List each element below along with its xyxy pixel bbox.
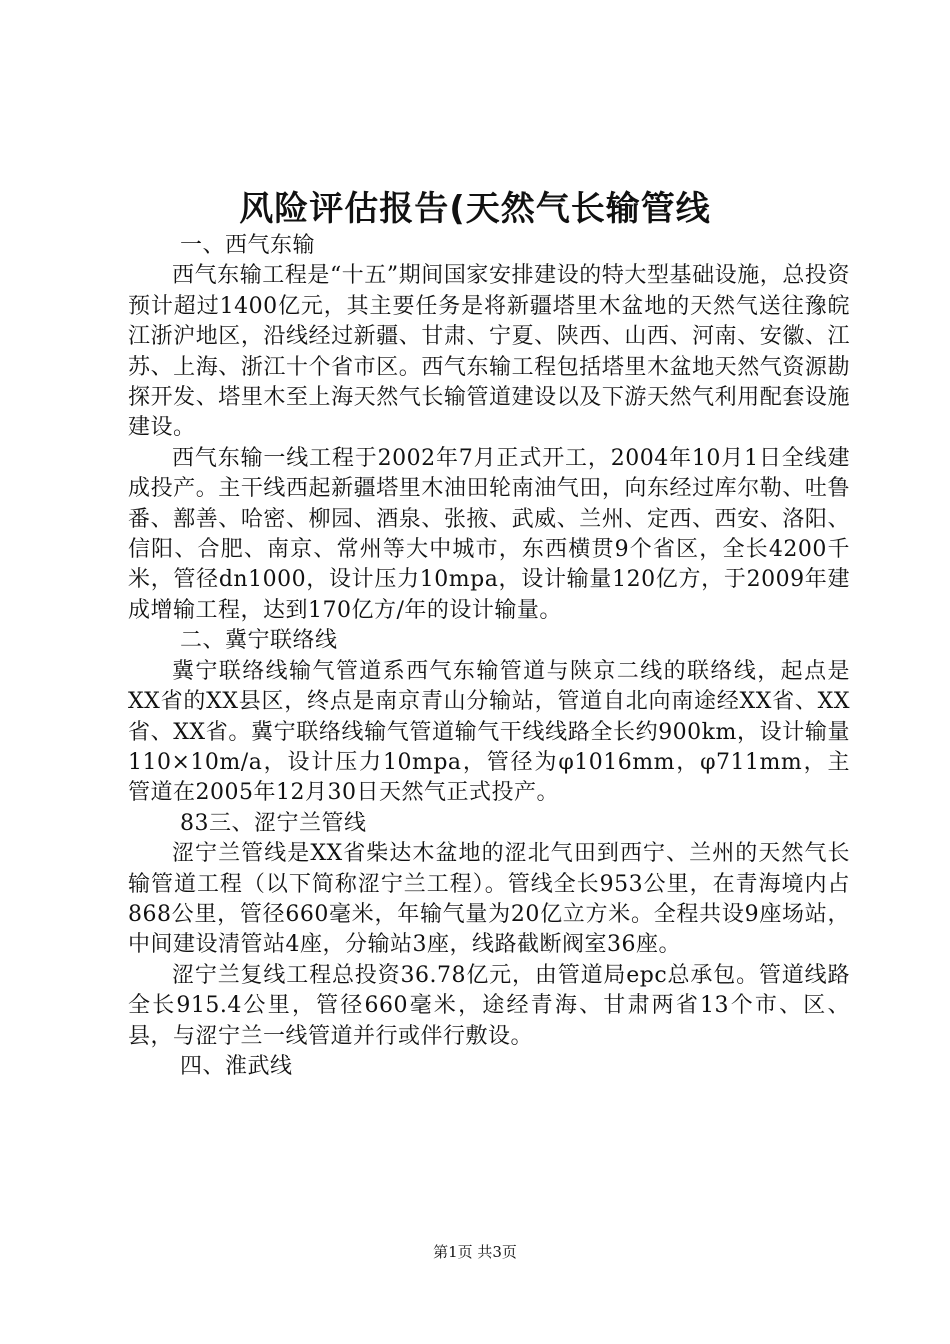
section-heading-1: 一、西气东输 — [180, 233, 316, 258]
section-heading-4: 四、淮武线 — [180, 1053, 293, 1079]
section-heading-3: 83三、涩宁兰管线 — [180, 810, 367, 836]
section-1-paragraph-2: 西气东输一线工程于2002年7月正式开工，2004年10月1日全线建成投产。主干线西起新疆塔里木油田轮南油气田，向东经过库尔勒、吐鲁番、鄯善、哈密、柳园、酒泉、张掖、武威、兰州、定西、西安、洛阳、信阳、合肥、南京、常州等大中城市，东西横贯9个省区，全长4200千米，管径dn1000，设计压力10mpa，设计输量120亿方，于2009年建成增输工程，达到170亿方/年的设计输量。 — [128, 445, 850, 623]
document-body — [128, 231, 850, 1082]
section-3-paragraph-2: 涩宁兰复线工程总投资36.78亿元，由管道局epc总承包。管道线路全长915.4公里，管径660毫米，途经青海、甘肃两省13个市、区、县，与涩宁兰一线管道并行或伴行敷设。 — [128, 962, 850, 1049]
section-3-paragraph-1: 涩宁兰管线是XX省柴达木盆地的涩北气田到西宁、兰州的天然气长输管道工程（以下简称涩宁兰工程）。管线全长953公里，在青海境内占868公里，管径660毫米，年输气量为20亿立方米。全程共设9座场站，中间建设清管站4座，分输站3座，线路截断阀室36座。 — [128, 841, 850, 958]
document-title: 风险评估报告(天然气长输管线 — [239, 189, 711, 229]
section-1-paragraph-1: 西气东输工程是“十五”期间国家安排建设的特大型基础设施，总投资预计超过1400亿元，其主要任务是将新疆塔里木盆地的天然气送往豫皖江浙沪地区，沿线经过新疆、甘肃、宁夏、陕西、山西、河南、安徽、江苏、上海、浙江十个省市区。西气东输工程包括塔里木盆地天然气资源勘探开发、塔里木至上海天然气长输管道建设以及下游天然气利用配套设施建设。 — [128, 263, 850, 441]
page-footer: 第1页 共3页 — [433, 1243, 517, 1261]
section-2-paragraph-1: 冀宁联络线输气管道系西气东输管道与陕京二线的联络线，起点是XX省的XX县区，终点是南京青山分输站，管道自北向南途经XX省、XX省、XX省。冀宁联络线输气管道输气干线线路全长约900km，设计输量110×10m/a，设计压力10mpa，管径为φ1016mm，φ711mm，主管道在2005年12月30日天然气正式投产。 — [128, 658, 850, 806]
section-heading-2: 二、冀宁联络线 — [180, 628, 338, 654]
